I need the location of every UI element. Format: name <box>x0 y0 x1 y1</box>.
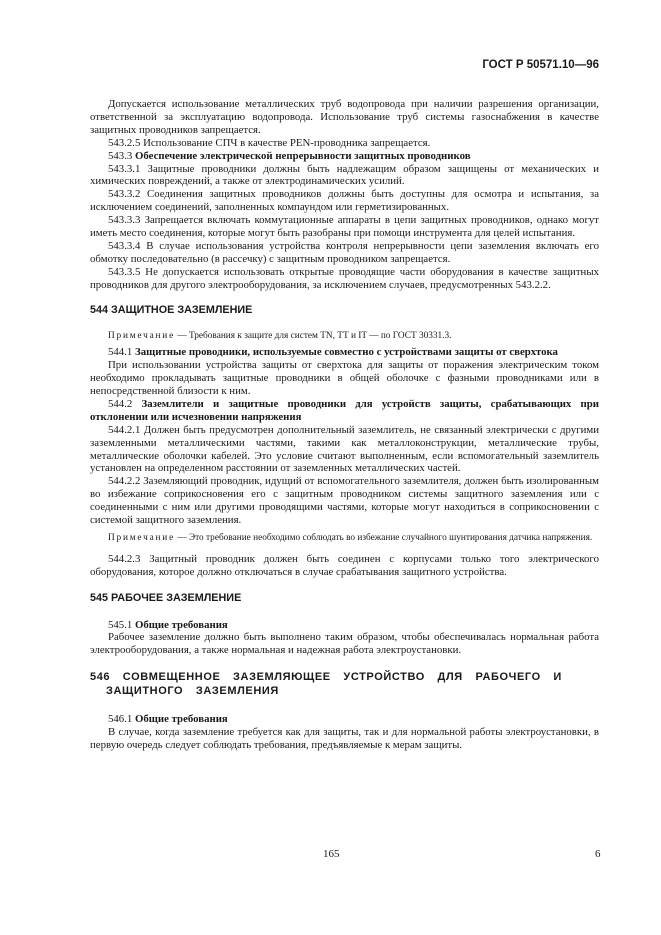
section-number: 544.1 <box>108 346 133 359</box>
section-title: Защитные проводники, используемые совместно с устройствами защиты от сверхтока <box>135 346 558 359</box>
sheet-number: 6 <box>595 848 601 860</box>
section-545-heading: 545 РАБОЧЕЕ ЗАЗЕМЛЕНИЕ <box>90 591 242 604</box>
paragraph-543-3-4: 543.3.4 В случае использования устройства контроля непрерывности цепи заземления включать его обмотку последовательно (в рассечку) с защитным проводником запрещается. <box>90 239 599 265</box>
section-545-1-heading <box>90 619 599 632</box>
section-544-heading: 544 ЗАЩИТНОЕ ЗАЗЕМЛЕНИЕ <box>90 303 253 316</box>
section-title: Заземлители и защитные проводники для устройств защиты, срабатывающих при отклонении или исчезновении напряжения <box>90 397 599 423</box>
paragraph-water-pipes: Допускается использование металлических труб водопровода при наличии разрешения организации, ответственной за эксплуатацию водопровода. Использование труб системы газоснабжения в качестве защитных проводников запрещается. <box>90 98 599 136</box>
paragraph-543-2-5: 543.2.5 Использование СПЧ в качестве PEN-проводника запрещается. <box>108 136 431 149</box>
section-title: Обеспечение электрической непрерывности защитных проводников <box>135 149 471 162</box>
section-543-3-heading <box>90 150 599 163</box>
paragraph-543-3-2: 543.3.2 Соединения защитных проводников должны быть доступны для осмотра и испытания, за исключением соединений, заполненных компаундом или герметизированных. <box>90 188 599 214</box>
section-title: Общие требования <box>135 618 228 631</box>
section-number: 543.3 <box>108 149 133 162</box>
paragraph-545-1: Рабочее заземление должно быть выполнено таким образом, чтобы обеспечивалась нормальная работа электрооборудования, а также нормальная и надежная работа электроустановки. <box>90 631 599 657</box>
section-number: 545.1 <box>108 618 133 631</box>
paragraph-544-1: При использовании устройства защиты от сверхтока для защиты от поражения электрическим током необходимо прокладывать защитные проводники в общей оболочке с фазными проводниками или в непосредственной близости к ним. <box>90 359 599 398</box>
section-number: 544.2 <box>108 397 133 410</box>
note-label: Примечание <box>108 330 175 341</box>
note-label: Примечание <box>108 532 175 543</box>
standard-header: ГОСТ Р 50571.10—96 <box>482 59 599 71</box>
section-number: 546.1 <box>108 713 133 726</box>
paragraph-546-1: В случае, когда заземление требуется как для защиты, так и для нормальной работы электроустановки, в первую очередь следует соблюдать требования, предъявляемые к мерам защиты. <box>90 726 599 752</box>
note-544 <box>90 331 599 343</box>
paragraph-543-3-5: 543.3.5 Не допускается использовать открытые проводящие части оборудования в качестве защитных проводников для другого электрооборудования, за исключением случаев, предусмотренных 543.2.2. <box>90 265 599 291</box>
section-title: Общие требования <box>135 713 228 726</box>
paragraph-544-2-2: 544.2.2 Заземляющий проводник, идущий от вспомогательного заземлителя, должен быть изолированным во избежание соприкосновения его с защитным проводником системы защитного заземления или с соединенными с ним или другими проводящими частями, которые могут находиться в соприкосновении с системой защитного заземления. <box>90 475 599 527</box>
paragraph-544-2-3: 544.2.3 Защитный проводник должен быть соединен с корпусами только того электрического оборудования, которое должно отключаться в случае срабатывания защитного устройства. <box>90 552 599 578</box>
section-544-2-heading <box>90 398 599 424</box>
note-544-2-2 <box>90 533 599 545</box>
note-text: — Требования к защите для систем TN, ТТ и IT — по ГОСТ 30331.3. <box>175 330 452 341</box>
section-546-1-heading <box>90 713 599 726</box>
paragraph-543-3-3: 543.3.3 Запрещается включать коммутационные аппараты в цепи защитных проводников, однако могут иметь место соединения, которые могут быть разобраны при помощи инструмента для целей испытания. <box>90 214 599 240</box>
section-544-1-heading <box>90 346 599 359</box>
paragraph-544-2-1: 544.2.1 Должен быть предусмотрен дополнительный заземлитель, не связанный электрически с другими заземленными металлическими частями, такими как металлоконструкции, металлические трубы, металлические оболочки кабелей. Это условие считают выполненным, если вспомогательный заземлитель установлен на определенном расстоянии от заземленных металлических частей. <box>90 423 599 475</box>
paragraph-543-3-1: 543.3.1 Защитные проводники должны быть надлежащим образом защищены от механических и химических повреждений, а также от электродинамических усилий. <box>90 162 599 188</box>
page-number: 165 <box>323 848 340 860</box>
section-546-heading: 546 СОВМЕЩЕННОЕ ЗАЗЕМЛЯЮЩЕЕ УСТРОЙСТВО ДЛЯ РАБОЧЕГО И ЗАЩИТНОГО ЗАЗЕМЛЕНИЯ <box>90 671 562 697</box>
document-body <box>90 98 599 752</box>
note-text: — Это требование необходимо соблюдать во избежание случайного шунтирования датчика напряжения. <box>175 532 593 543</box>
